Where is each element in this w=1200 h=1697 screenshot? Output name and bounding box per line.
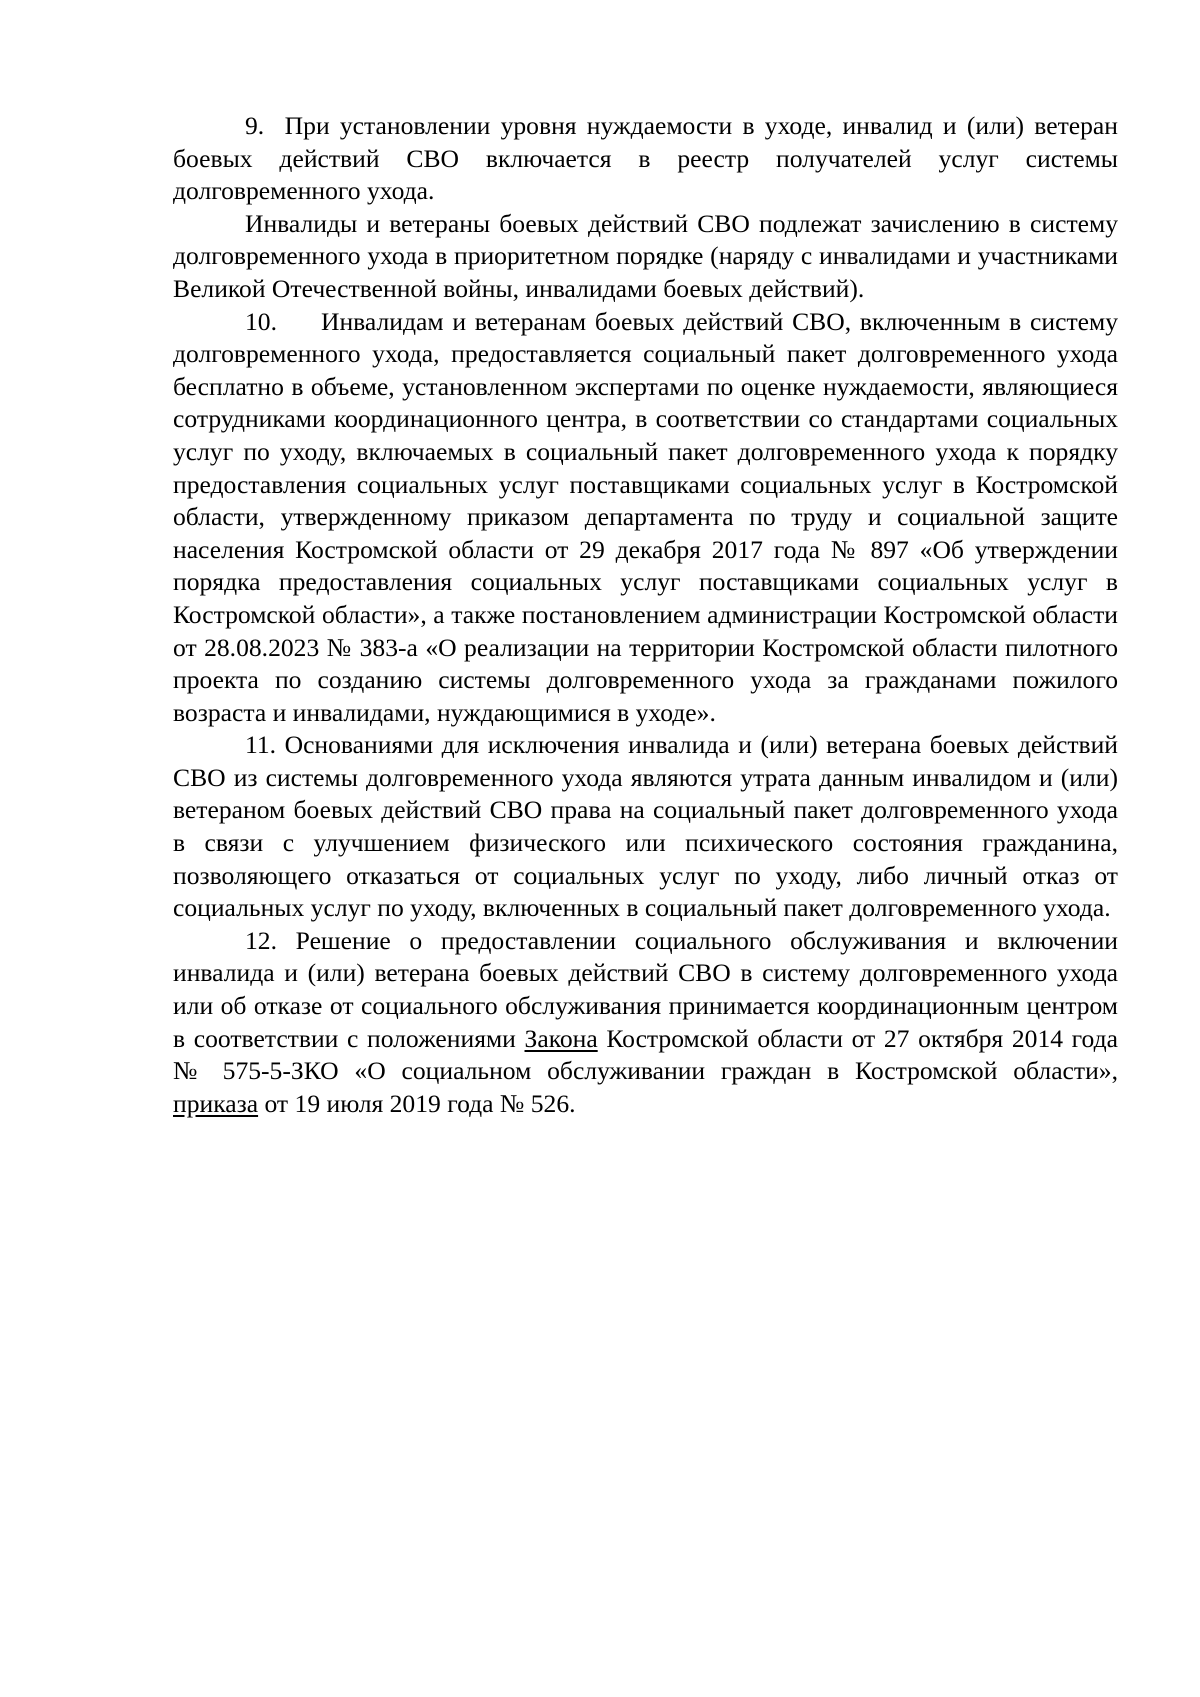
paragraph-12-text-3: от 19 июля 2019 года № 526. xyxy=(258,1088,576,1118)
document-page xyxy=(173,110,1118,1120)
paragraph-10: 10. Инвалидам и ветеранам боевых действий СВО, включенным в систему долговременного ухода, предоставляется социальный пакет долговременного ухода бесплатно в объеме, установленном экспертами по оценке нуждаемости, являющиеся сотрудниками координационного центра, в соответствии со стандартами социальных услуг по уходу, включаемых в социальный пакет долговременного ухода к порядку предоставления социальных услуг поставщиками социальных услуг в Костромской области, утвержденному приказом департамента по труду и социальной защите населения Костромской области от 29 декабря 2017 года № 897 «Об утверждении порядка предоставления социальных услуг поставщиками социальных услуг в Костромской области», а также постановлением администрации Костромской области от 28.08.2023 № 383-а «О реализации на территории Костромской области пилотного проекта по созданию системы долговременного ухода за гражданами пожилого возраста и инвалидами, нуждающимися в уходе». xyxy=(173,306,1118,727)
paragraph-9-continued: Инвалиды и ветераны боевых действий СВО подлежат зачислению в систему долговременного ухода в приоритетном порядке (наряду с инвалидами и участниками Великой Отечественной войны, инвалидами боевых действий). xyxy=(173,208,1118,303)
paragraph-11: 11. Основаниями для исключения инвалида и (или) ветерана боевых действий СВО из системы долговременного ухода являются утрата данным инвалидом и (или) ветераном боевых действий СВО права на социальный пакет долговременного ухода в связи с улучшением физического или психического состояния гражданина, позволяющего отказаться от социальных услуг по уходу, либо личный отказ от социальных услуг по уходу, включенных в социальный пакет долговременного ухода. xyxy=(173,730,1118,923)
paragraph-9: 9. При установлении уровня нуждаемости в уходе, инвалид и (или) ветеран боевых действий СВО включается в реестр получателей услуг системы долговременного ухода. xyxy=(173,111,1118,206)
order-link[interactable]: приказа xyxy=(173,1088,259,1118)
law-link[interactable]: Закона xyxy=(524,1023,598,1053)
paragraph-12 xyxy=(173,925,1118,1121)
paragraph-12-text-1: 12. Решение о предоставлении социального обслуживания и включении инвалида и (или) ветерана боевых действий СВО в систему долговременного ухода или об отказе от социального обслуживания принимается координационным центром в соответствии с положениями xyxy=(173,925,1118,1053)
paragraph-12-text-2: Костромской области от 27 октября 2014 года № 575-5-ЗКО «О социальном обслуживании граждан в Костромской области», xyxy=(173,1023,1118,1086)
